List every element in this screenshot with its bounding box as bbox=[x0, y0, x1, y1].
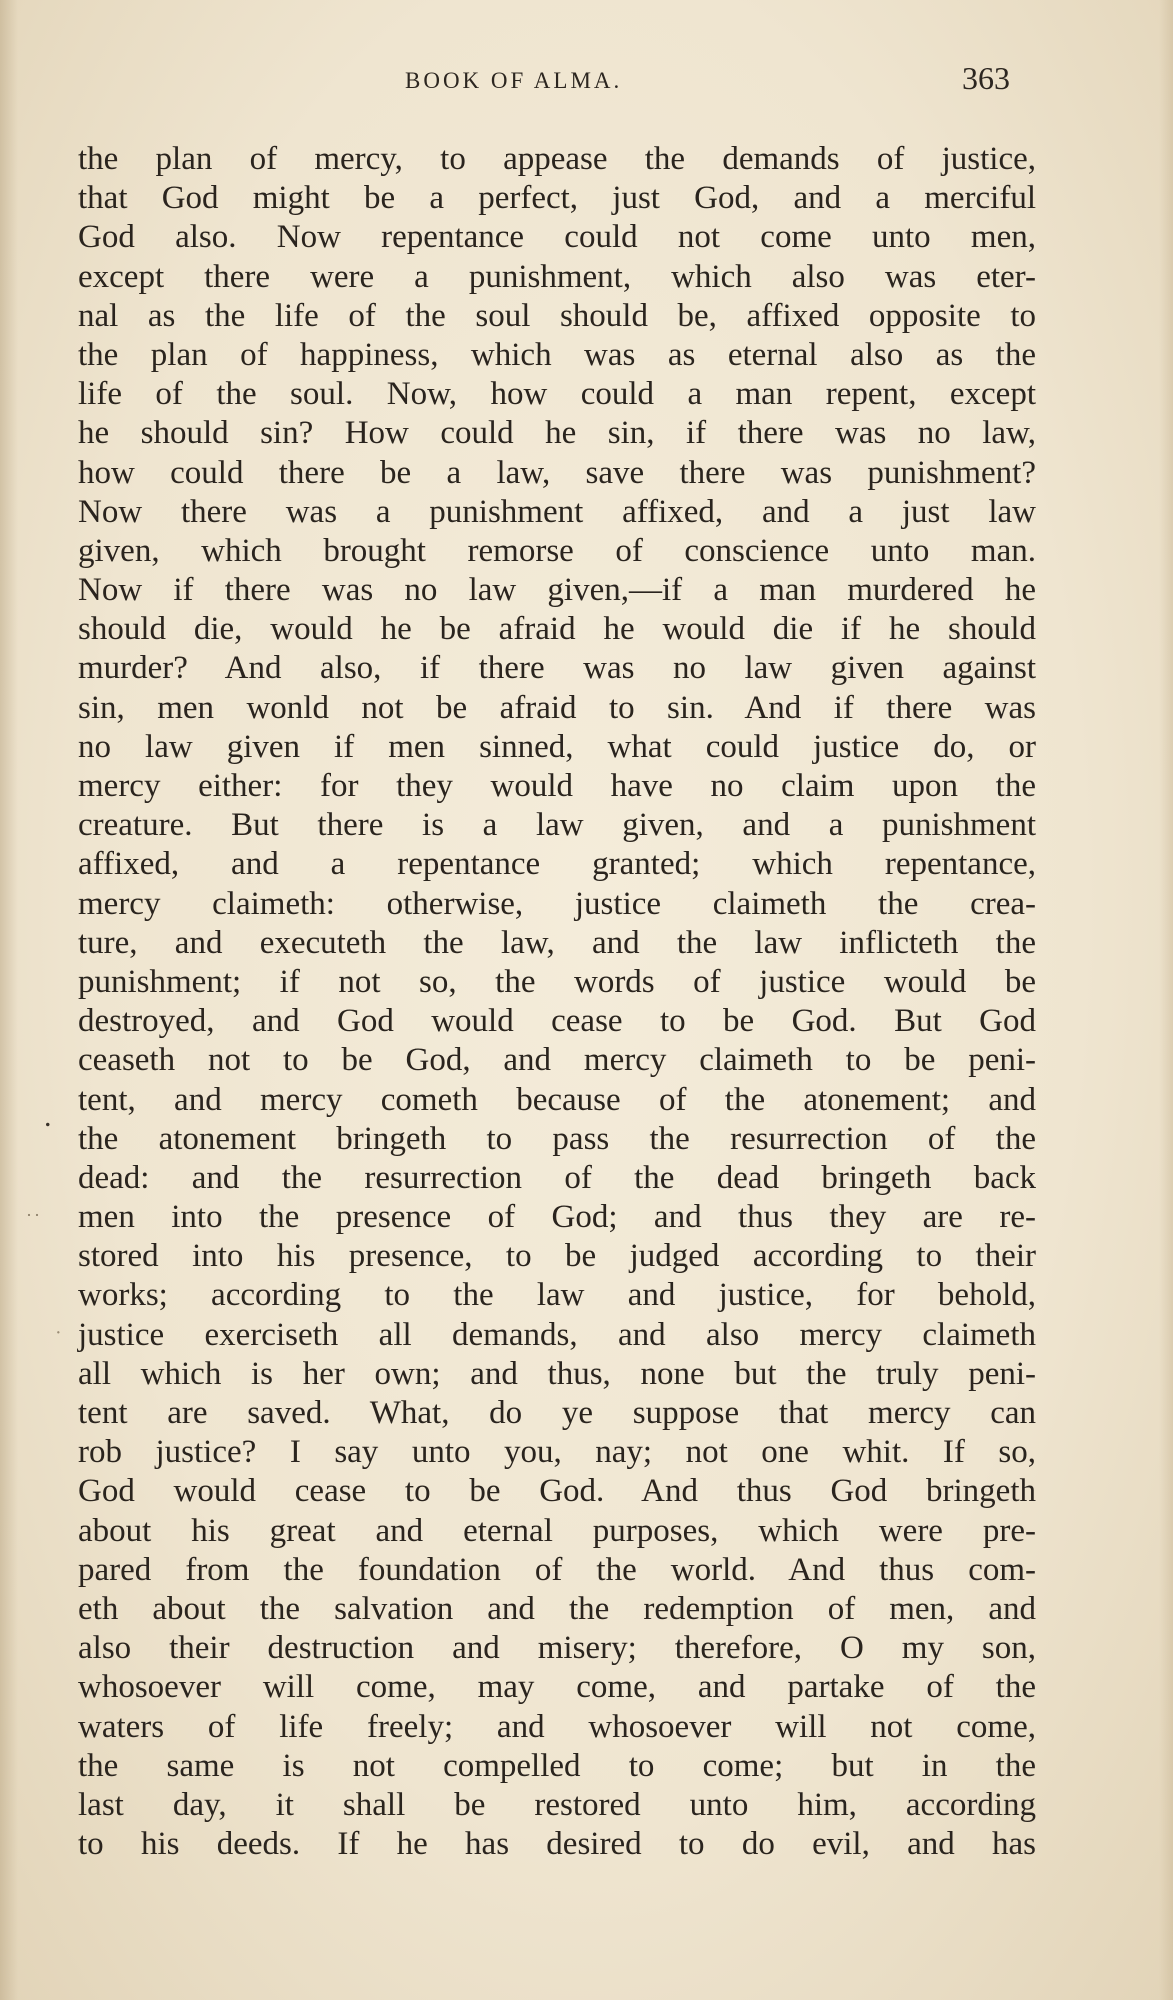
margin-mark: ·· bbox=[26, 1205, 42, 1225]
text-line: rob justice? I say unto you, nay; not one whit. If so, bbox=[78, 1434, 1036, 1471]
text-line: no law given if men sinned, what could justice do, or bbox=[78, 728, 1036, 765]
text-line: ture, and executeth the law, and the law inflicteth the bbox=[78, 924, 1036, 961]
text-line: creature. But there is a law given, and a punishment bbox=[78, 807, 1036, 844]
text-line: mercy claimeth: otherwise, justice claimeth the crea- bbox=[78, 885, 1036, 922]
text-line: mercy either: for they would have no claim upon the bbox=[78, 768, 1036, 804]
text-line: last day, it shall be restored unto him, according bbox=[78, 1786, 1036, 1823]
text-line: Now if there was no law given,—if a man murdered he bbox=[78, 572, 1036, 609]
text-line: justice exerciseth all demands, and also mercy claimeth bbox=[78, 1316, 1036, 1353]
text-line: works; according to the law and justice, for behold, bbox=[78, 1277, 1036, 1314]
text-line: pared from the foundation of the world. And thus com- bbox=[78, 1551, 1036, 1588]
text-line: the plan of mercy, to appease the demands of justice, bbox=[78, 141, 1036, 177]
margin-mark: . bbox=[44, 1100, 52, 1133]
text-line: waters of life freely; and whosoever will not come, bbox=[78, 1708, 1036, 1745]
text-line: that God might be a perfect, just God, and a merciful bbox=[78, 180, 1036, 217]
text-line: life of the soul. Now, how could a man repent, except bbox=[78, 376, 1036, 413]
text-line: also their destruction and misery; therefore, O my son, bbox=[78, 1630, 1036, 1667]
text-line: punishment; if not so, the words of justice would be bbox=[78, 963, 1036, 1000]
text-line: should die, would he be afraid he would die if he should bbox=[78, 611, 1036, 648]
text-line: nal as the life of the soul should be, affixed opposite to bbox=[78, 297, 1036, 334]
text-line: the atonement bringeth to pass the resurrection of the bbox=[78, 1120, 1036, 1157]
text-line: God would cease to be God. And thus God bringeth bbox=[78, 1473, 1036, 1510]
text-line: dead: and the resurrection of the dead bringeth back bbox=[78, 1159, 1036, 1196]
text-line: ceaseth not to be God, and mercy claimeth to be peni- bbox=[78, 1042, 1036, 1079]
text-line: tent are saved. What, do ye suppose that mercy can bbox=[78, 1395, 1036, 1431]
text-line: all which is her own; and thus, none but the truly peni- bbox=[78, 1355, 1036, 1392]
text-line: murder? And also, if there was no law given against bbox=[78, 650, 1036, 687]
text-line: Now there was a punishment affixed, and a just law bbox=[78, 493, 1036, 530]
running-head-title: BOOK OF ALMA. bbox=[405, 68, 623, 93]
text-line: given, which brought remorse of conscience unto man. bbox=[78, 532, 1036, 569]
text-line: destroyed, and God would cease to be God. But God bbox=[78, 1003, 1036, 1040]
text-line: he should sin? How could he sin, if there was no law, bbox=[78, 415, 1036, 452]
text-line: sin, men wonld not be afraid to sin. And if there was bbox=[78, 689, 1036, 726]
page-left-edge-shadow bbox=[0, 0, 18, 2000]
text-line: whosoever will come, may come, and partake of the bbox=[78, 1669, 1036, 1706]
text-line: God also. Now repentance could not come unto men, bbox=[78, 219, 1036, 256]
text-line: tent, and mercy cometh because of the atonement; and bbox=[78, 1081, 1036, 1118]
page-number: 363 bbox=[962, 60, 1010, 96]
text-line: how could there be a law, save there was punishment? bbox=[78, 454, 1036, 491]
text-line: about his great and eternal purposes, which were pre- bbox=[78, 1512, 1036, 1549]
text-line: except there were a punishment, which also was eter- bbox=[78, 258, 1036, 295]
text-line: the plan of happiness, which was as eternal also as the bbox=[78, 336, 1036, 373]
text-line: stored into his presence, to be judged according to their bbox=[78, 1238, 1036, 1275]
text-line: men into the presence of God; and thus they are re- bbox=[78, 1199, 1036, 1236]
text-line: affixed, and a repentance granted; which repentance, bbox=[78, 846, 1036, 883]
text-line: eth about the salvation and the redemption of men, and bbox=[78, 1590, 1036, 1627]
running-head bbox=[0, 60, 1173, 110]
margin-mark: · bbox=[55, 1322, 62, 1344]
page-right-edge-shadow bbox=[1159, 0, 1173, 2000]
body-text bbox=[78, 140, 1036, 1864]
text-line: the same is not compelled to come; but in the bbox=[78, 1747, 1036, 1784]
text-line: to his deeds. If he has desired to do evil, and has bbox=[78, 1826, 1036, 1863]
